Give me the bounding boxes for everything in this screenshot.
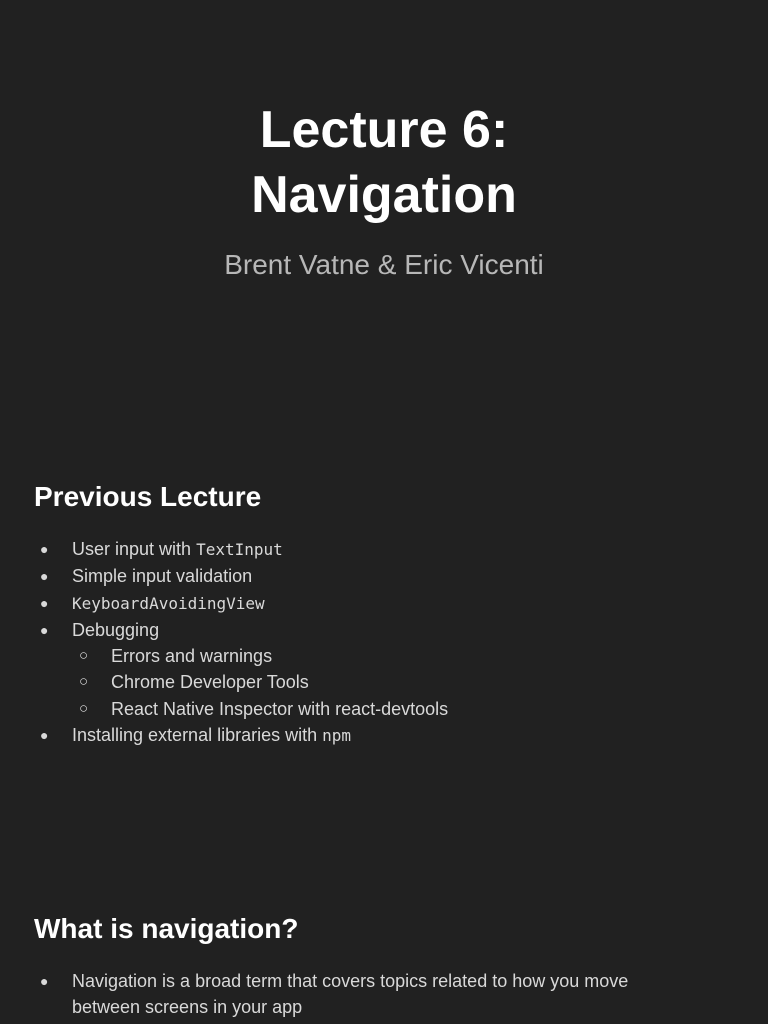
list-item-code: TextInput (196, 540, 283, 559)
list-item-text: Navigation is a broad term that covers topics related to how you move between screens in your app (72, 971, 629, 1018)
title-slide (0, 0, 768, 432)
list-item-text: Debugging (72, 619, 160, 640)
what-is-navigation-heading: What is navigation? (34, 913, 299, 944)
bullet-marker: ● (40, 568, 49, 585)
list-item-text: Errors and warnings (111, 646, 273, 667)
previous-lecture-bullet-list (0, 536, 768, 749)
bullet-marker: ● (40, 727, 49, 744)
list-item-text: Installing external libraries with (72, 725, 323, 746)
list-item (0, 696, 768, 722)
slide-subtitle-authors: Brent Vatne & Eric Vicenti (224, 249, 544, 280)
bullet-marker: ● (40, 973, 49, 989)
what-is-navigation-slide (0, 864, 768, 1024)
list-item (0, 968, 768, 1021)
slide-title-line-2: Navigation (251, 166, 517, 224)
bullet-marker: ● (40, 541, 49, 557)
bullet-marker: ○ (79, 673, 89, 691)
list-item (0, 643, 768, 669)
list-item (0, 536, 768, 563)
what-is-navigation-bullet-list (0, 968, 768, 1021)
bullet-marker: ○ (79, 699, 89, 717)
list-item (0, 722, 768, 749)
list-item (0, 590, 768, 617)
slide-title-line-1: Lecture 6: (259, 101, 509, 159)
bullet-marker: ● (40, 621, 49, 638)
previous-lecture-heading: Previous Lecture (34, 481, 262, 512)
list-item (0, 617, 768, 643)
list-item-text: Simple input validation (72, 566, 253, 587)
list-item-code: npm (322, 726, 352, 746)
bullet-marker: ○ (79, 647, 89, 665)
previous-lecture-slide (0, 432, 768, 864)
list-item-text: User input with (72, 539, 197, 559)
list-item (0, 563, 768, 589)
list-item-text: Chrome Developer Tools (111, 672, 309, 693)
list-item-text: React Native Inspector with react-devtools (111, 698, 449, 719)
list-item (0, 669, 768, 695)
bullet-marker: ● (40, 594, 49, 611)
list-item-code: KeyboardAvoidingView (72, 593, 265, 613)
